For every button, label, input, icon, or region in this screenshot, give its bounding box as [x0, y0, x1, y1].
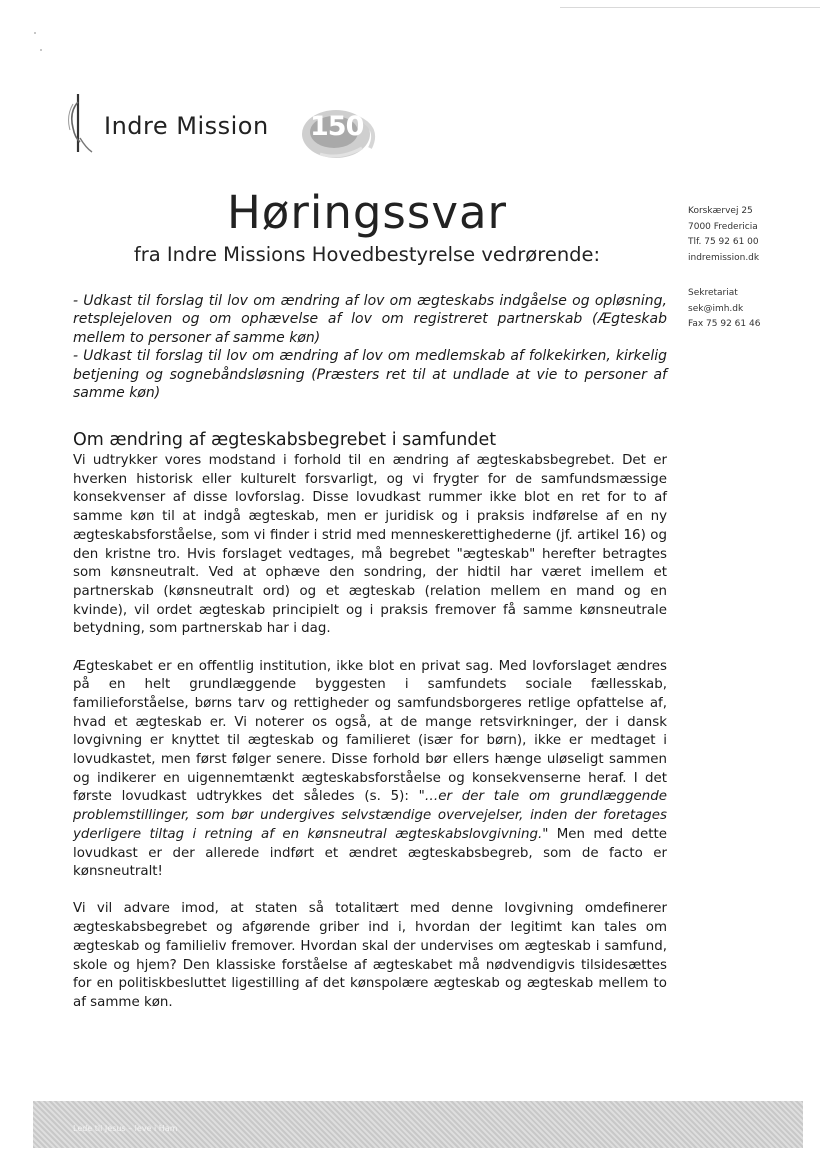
contact-block: [688, 204, 818, 333]
intro-item: - Udkast til forslag til lov om ændring af lov om ægteskabs indgåelse og opløsning, retsplejeloven og om ophævelse af lov om registreret partnerskab (Ægteskab mellem to personer af samme køn): [73, 293, 667, 346]
paragraph-text: Ægteskabet er en offentlig institution, ikke blot en privat sag. Med lovforslaget ændres på en helt grundlæggende byggesten i samfundets sociale fællesskab, familieforståelse, børns tarv og rettigheder og samfundsborgeres retlige opfattelse af, hvad et ægteskab er. Vi noterer os også, at de mange retsvirkninger, der i dansk lovgivning er knyttet til ægteskab og familieret (især for børn), ikke er medtaget i lovudkastet, men først følger senere. Disse forhold bør ellers hænge uløseligt sammen og indikerer en uigennemtænkt ægteskabsforståelse og konsekvenserne heraf. I det første lovudkast udtrykkes det således (s. 5): ": [73, 658, 667, 805]
website: indremission.dk: [688, 252, 760, 263]
logo: [64, 92, 394, 162]
intro-list: [73, 292, 667, 402]
badge-number: 150: [310, 111, 364, 142]
footer-slogan: Lede til Jesus – leve i Ham: [73, 1124, 178, 1133]
body-text: [73, 452, 667, 1031]
fax-number: Fax 75 92 61 46: [688, 319, 761, 329]
anniversary-badge: [300, 108, 382, 160]
footer-band: [33, 1101, 803, 1148]
department: Sekretariat: [688, 288, 738, 298]
page-title: Høringssvar: [226, 186, 508, 239]
scan-speck: [40, 49, 42, 51]
paragraph: Vi vil advare imod, at staten så totalitært med denne lovgivning omdefinerer ægteskabsbegrebet og afgørende griber ind i, hvordan der legitimt kan tales om ægteskab og familieliv fremover. Hvordan skal der undervises om ægteskab i samfund, skole og hjem? Den klassiske forståelse af ægteskabet må nødvendigvis tilsidesættes for en politiskbesluttet ligestilling af det kønspolære ægteskab og ægteskab mellem to af samme køn.: [73, 901, 667, 1010]
paragraph: Vi udtrykker vores modstand i forhold til en ændring af ægteskabsbegrebet. Det er hverken historisk eller kulturelt forsvarligt, og vi frygter for de samfundsmæssige konsekvenser af disse lovforslag. Disse lovudkast rummer ikke blot en ret for to af samme køn til at indgå ægteskab, men er juridisk og i praksis indførelse af en ny ægteskabsforståelse, som vi finder i strid med menneskerettighederne (jf. artikel 16) og den kristne tro. Hvis forslaget vedtages, må begrebet "ægteskab" herefter betragtes som kønsneutralt. Ved at ophæve den sondring, der hidtil har været imellem et partnerskab (kønsneutralt ord) og et ægteskab (relation mellem en mand og en kvinde), vil ordet ægteskab principielt og i praksis fremover få samme kønsneutrale betydning, som partnerskab har i dag.: [73, 453, 667, 637]
email: sek@imh.dk: [688, 303, 744, 314]
address-line: Korskærvej 25: [688, 206, 753, 216]
org-name: Indre Mission: [104, 112, 269, 140]
paragraph-text: " Men med dette lovudkast er der allerede indført et ændret ægteskabsbegreb, som de facto er kønsneutralt!: [73, 826, 667, 880]
section-heading: Om ændring af ægteskabsbegrebet i samfundet: [73, 430, 497, 450]
phone-number: Tlf. 75 92 61 00: [688, 237, 759, 247]
page-subtitle: fra Indre Missions Hovedbestyrelse vedrørende:: [133, 243, 601, 266]
scan-top-line: [560, 7, 820, 8]
scan-speck: [34, 32, 36, 34]
address-line: 7000 Fredericia: [688, 221, 758, 232]
intro-item: - Udkast til forslag til lov om ændring af lov om medlemskab af folkekirken, kirkelig betjening og sognebåndsløsning (Præsters ret til at undlade at vie to personer af samme køn): [73, 348, 667, 402]
paragraph: [73, 658, 667, 882]
flame-cross-icon: [64, 92, 94, 154]
quote: …er der tale om grundlæggende problemstillinger, som bør undergives selvstændige overvejelser, inden der foretages yderligere tiltag i retning af en kønsneutral ægteskabslovgivning.: [73, 789, 668, 842]
